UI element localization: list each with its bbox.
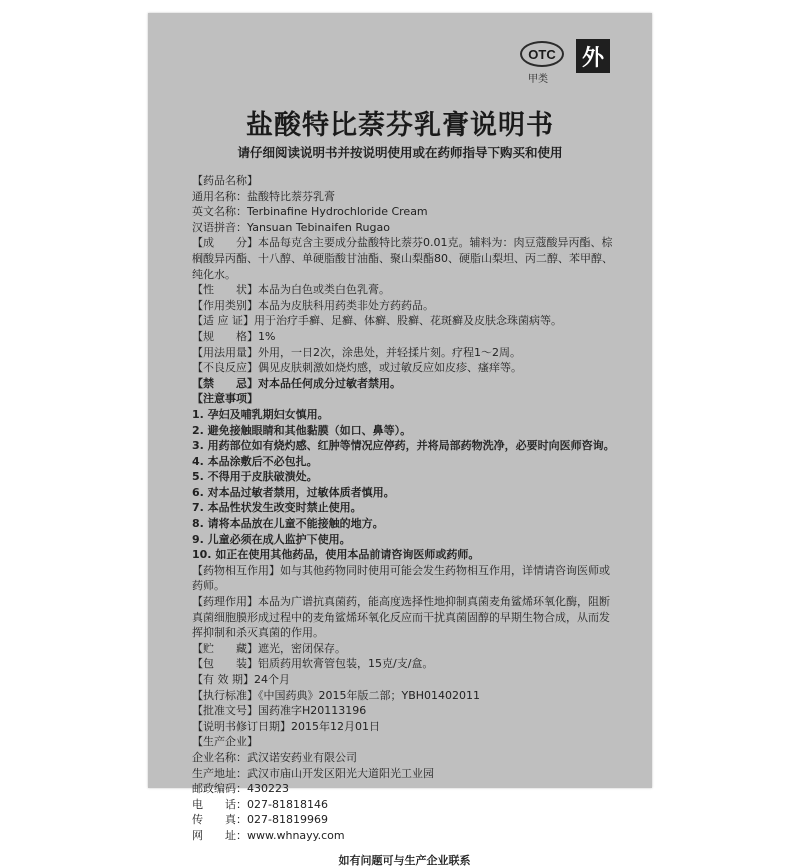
otc-badge: OTC: [520, 41, 564, 67]
validity: 【有 效 期】24个月: [192, 673, 290, 686]
contraindication: 【禁 忌】对本品任何成分过敏者禁用。: [192, 376, 401, 390]
precaution-item: 10. 如正在使用其他药品，使用本品前请咨询医师或药师。: [192, 548, 480, 562]
postal-code: 邮政编码：430223: [192, 782, 289, 796]
fax: 传 真：027-81819969: [192, 813, 328, 827]
footer-note: 如有问题可与生产企业联系: [338, 853, 471, 867]
standard: 【执行标准】《中国药典》2015年版二部；YBH01402011: [192, 688, 481, 702]
storage: 【贮 藏】遮光，密闭保存。: [192, 641, 346, 655]
manufacturer-name: 企业名称：武汉诺安药业有限公司: [192, 750, 357, 764]
manufacturer-heading: 【生产企业】: [192, 735, 258, 749]
drug-name-heading: 【药品名称】: [192, 174, 258, 187]
precaution-item: 3. 用药部位如有烧灼感、红肿等情况应停药，并将局部药物洗净，必要时向医师咨询。: [192, 439, 615, 453]
revision-date: 【说明书修订日期】2015年12月01日: [192, 719, 380, 733]
page-subtitle: 请仔细阅读说明书并按说明使用或在药师指导下购买和使用: [237, 145, 563, 160]
precaution-item: 8. 请将本品放在儿童不能接触的地方。: [192, 517, 384, 531]
composition: 【成 分】本品每克含主要成分盐酸特比萘芬0.01克。辅料为：肉豆蔻酸异丙酯、棕榈酸异丙酯、十八醇、单硬脂酸甘油酯、聚山梨酯80、硬脂山梨坦、丙二醇、苯甲醇、纯化水。: [192, 236, 613, 281]
precaution-item: 9. 儿童必须在成人监护下使用。: [192, 532, 351, 546]
precautions-heading: 【注意事项】: [192, 392, 258, 406]
drug-category: 【作用类别】本品为皮肤科用药类非处方药药品。: [192, 298, 434, 312]
pharmacology: 【药理作用】本品为广谱抗真菌药，能高度选择性地抑制真菌麦角鲨烯环氧化酶，阻断真菌细胞膜形成过程中的麦角鲨烯环氧化反应而干扰真菌固醇的早期生物合成，从而发挥抑制和杀灭真菌的作用。: [192, 595, 610, 640]
spacer: [192, 844, 617, 853]
leaflet-paper: [148, 13, 652, 867]
english-name: 英文名称：Terbinafine Hydrochloride Cream: [192, 205, 428, 219]
precaution-item: 4. 本品涂敷后不必包扎。: [192, 454, 318, 468]
precaution-item: 7. 本品性状发生改变时禁止使用。: [192, 501, 362, 515]
precaution-item: 2. 避免接触眼睛和其他黏膜（如口、鼻等）。: [192, 423, 412, 437]
dosage: 【用法用量】外用，一日2次，涂患处，并轻揉片刻。疗程1～2周。: [192, 345, 521, 359]
leaflet-content: [192, 173, 617, 868]
properties: 【性 状】本品为白色或类白色乳膏。: [192, 283, 390, 297]
external-use-badge: 外: [576, 39, 610, 73]
phone: 电 话：027-81818146: [192, 797, 328, 811]
page-title: 盐酸特比萘芬乳膏说明书: [246, 110, 554, 141]
package: 【包 装】铝质药用软膏管包装，15克/支/盒。: [192, 657, 434, 671]
precaution-item: 6. 对本品过敏者禁用，过敏体质者慎用。: [192, 485, 395, 499]
generic-name: 通用名称：盐酸特比萘芬乳膏: [192, 189, 335, 203]
drug-interactions: 【药物相互作用】如与其他药物同时使用可能会发生药物相互作用，详情请咨询医师或药师。: [192, 563, 610, 593]
approval-number: 【批准文号】国药准字H20113196: [192, 704, 367, 718]
specification: 【规 格】1%: [192, 329, 276, 343]
otc-category: 甲类: [528, 74, 548, 85]
manufacturer-address: 生产地址：武汉市庙山开发区阳光大道阳光工业园: [192, 766, 434, 780]
precaution-item: 1. 孕妇及哺乳期妇女慎用。: [192, 407, 329, 421]
adverse-reactions: 【不良反应】偶见皮肤刺激如烧灼感，或过敏反应如皮疹、瘙痒等。: [192, 361, 522, 375]
website: 网 址：www.whnayy.com: [192, 828, 345, 842]
pinyin-name: 汉语拼音：Yansuan Tebinaifen Rugao: [192, 220, 390, 234]
indications: 【适 应 证】用于治疗手癣、足癣、体癣、股癣、花斑癣及皮肤念珠菌病等。: [192, 314, 562, 328]
precaution-item: 5. 不得用于皮肤破溃处。: [192, 470, 318, 484]
